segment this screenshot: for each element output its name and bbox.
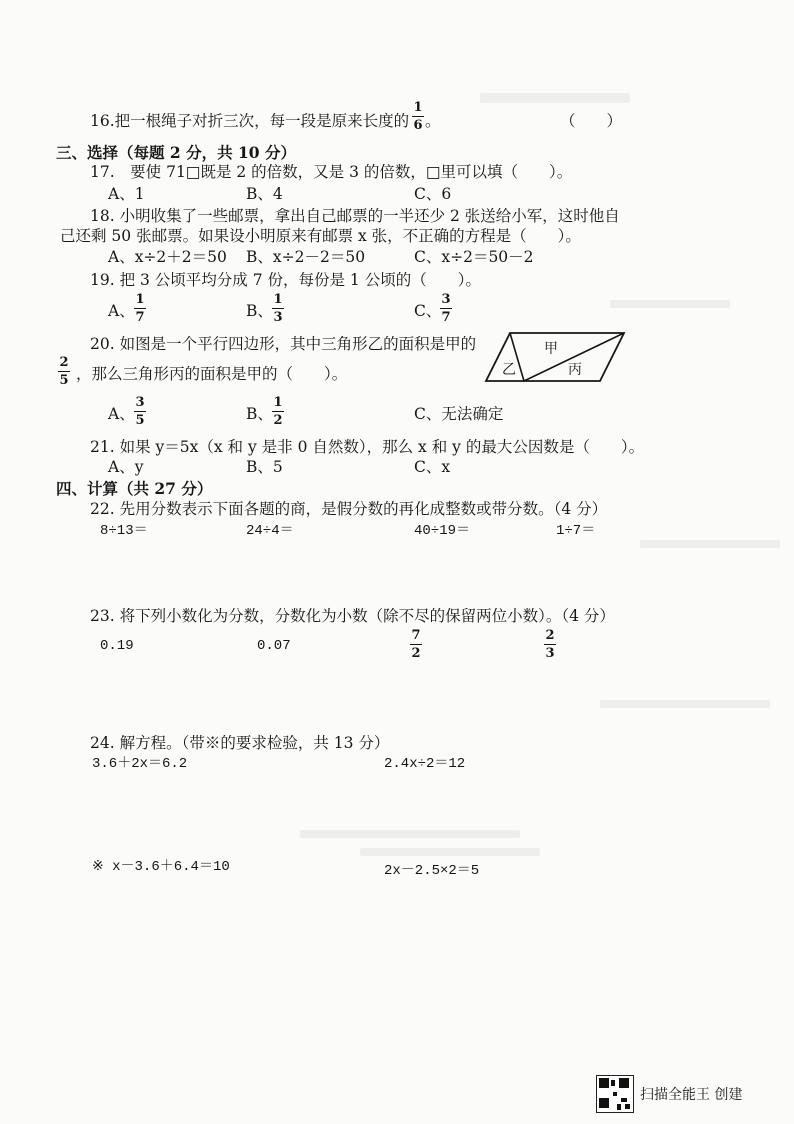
- q22-item-2: 24÷4＝: [246, 523, 294, 539]
- label-bing: 丙: [568, 362, 582, 378]
- q20-line-1: 20. 如图是一个平行四边形，其中三角形乙的面积是甲的: [90, 335, 477, 353]
- q23-fraction-2: 2 3: [545, 628, 555, 661]
- q23-decimal-1: 0.19: [100, 638, 134, 654]
- q18-option-a[interactable]: A、x÷2＋2＝50: [108, 248, 227, 266]
- q24-equation-4: 2x－2.5×2＝5: [384, 863, 480, 879]
- q23-decimal-2: 0.07: [257, 638, 291, 654]
- q21-text: 21. 如果 y＝5x（x 和 y 是非 0 自然数），那么 x 和 y 的最大公因数是（ ）。: [90, 438, 645, 456]
- q24-equation-1: 3.6＋2x＝6.2: [92, 756, 188, 772]
- section-4-title: 四、计算（共 27 分）: [56, 479, 213, 498]
- q24-text: 24. 解方程。（带※的要求检验，共 13 分）: [90, 734, 390, 752]
- q17-option-a[interactable]: A、1: [108, 185, 145, 203]
- q21-option-b[interactable]: B、5: [246, 458, 283, 476]
- q21-option-a[interactable]: A、y: [108, 458, 144, 476]
- q22-text: 22. 先用分数表示下面各题的商，是假分数的再化成整数或带分数。（4 分）: [90, 500, 608, 518]
- bleed-through-5: [300, 830, 520, 838]
- q20-option-a-fraction: 3 5: [135, 395, 145, 428]
- q23-text: 23. 将下列小数化为分数，分数化为小数（除不尽的保留两位小数）。（4 分）: [90, 607, 615, 625]
- label-jia: 甲: [544, 341, 558, 357]
- bleed-through-2: [610, 300, 730, 308]
- q22-item-4: 1÷7＝: [556, 523, 596, 539]
- qr-code-icon: [596, 1075, 634, 1113]
- q19-option-c-fraction: 3 7: [441, 292, 451, 325]
- bleed-through-4: [600, 700, 770, 708]
- q18-line-2: 己还剩 50 张邮票。如果设小明原来有邮票 x 张，不正确的方程是（ ）。: [60, 227, 581, 245]
- parallelogram-figure: [484, 330, 626, 386]
- q19-option-b-fraction: 1 3: [273, 292, 283, 325]
- q17-option-b[interactable]: B、4: [246, 185, 283, 203]
- q24-equation-3: ※ x－3.6＋6.4＝10: [92, 859, 230, 875]
- q18-option-c[interactable]: C、x÷2＝50－2: [414, 248, 534, 266]
- q18-option-b[interactable]: B、x÷2－2＝50: [246, 248, 366, 266]
- bleed-through-1: [480, 93, 630, 103]
- q21-option-c[interactable]: C、x: [414, 458, 451, 476]
- q20-fraction: 2 5: [59, 355, 69, 388]
- q20-option-b-fraction: 1 2: [273, 395, 283, 428]
- q16-period: 。: [425, 112, 441, 130]
- q20-option-c[interactable]: C、无法确定: [414, 405, 504, 423]
- q19-option-c[interactable]: C、: [414, 302, 442, 320]
- q17-text: 17. 要使 71□既是 2 的倍数，又是 3 的倍数，□里可以填（ ）。: [90, 163, 573, 181]
- q20-line-2: ，那么三角形丙的面积是甲的（ ）。: [76, 365, 348, 383]
- q20-option-b[interactable]: B、: [246, 405, 273, 423]
- section-3-title: 三、选择（每题 2 分，共 10 分）: [56, 143, 296, 162]
- q24-equation-2: 2.4x÷2＝12: [384, 756, 466, 772]
- q19-text: 19. 把 3 公顷平均分成 7 份，每份是 1 公顷的（ ）。: [90, 271, 481, 289]
- q22-item-3: 40÷19＝: [414, 523, 471, 539]
- q18-line-1: 18. 小明收集了一些邮票，拿出自己邮票的一半还少 2 张送给小军，这时他自: [90, 207, 620, 225]
- q16-answer-blank[interactable]: （ ）: [560, 112, 623, 130]
- q19-option-a[interactable]: A、: [108, 302, 135, 320]
- q22-item-1: 8÷13＝: [100, 523, 148, 539]
- q23-fraction-1: 7 2: [411, 628, 421, 661]
- q19-option-a-fraction: 1 7: [135, 292, 145, 325]
- q16-fraction: 1 6: [413, 100, 423, 133]
- bleed-through-3: [640, 540, 780, 548]
- q19-option-b[interactable]: B、: [246, 302, 273, 320]
- q16-text: 16.把一根绳子对折三次，每一段是原来长度的: [90, 112, 410, 130]
- q17-option-c[interactable]: C、6: [414, 185, 452, 203]
- q20-option-a[interactable]: A、: [108, 405, 135, 423]
- watermark-text: 扫描全能王 创建: [640, 1087, 743, 1103]
- bleed-through-6: [360, 848, 540, 856]
- label-yi: 乙: [502, 362, 516, 378]
